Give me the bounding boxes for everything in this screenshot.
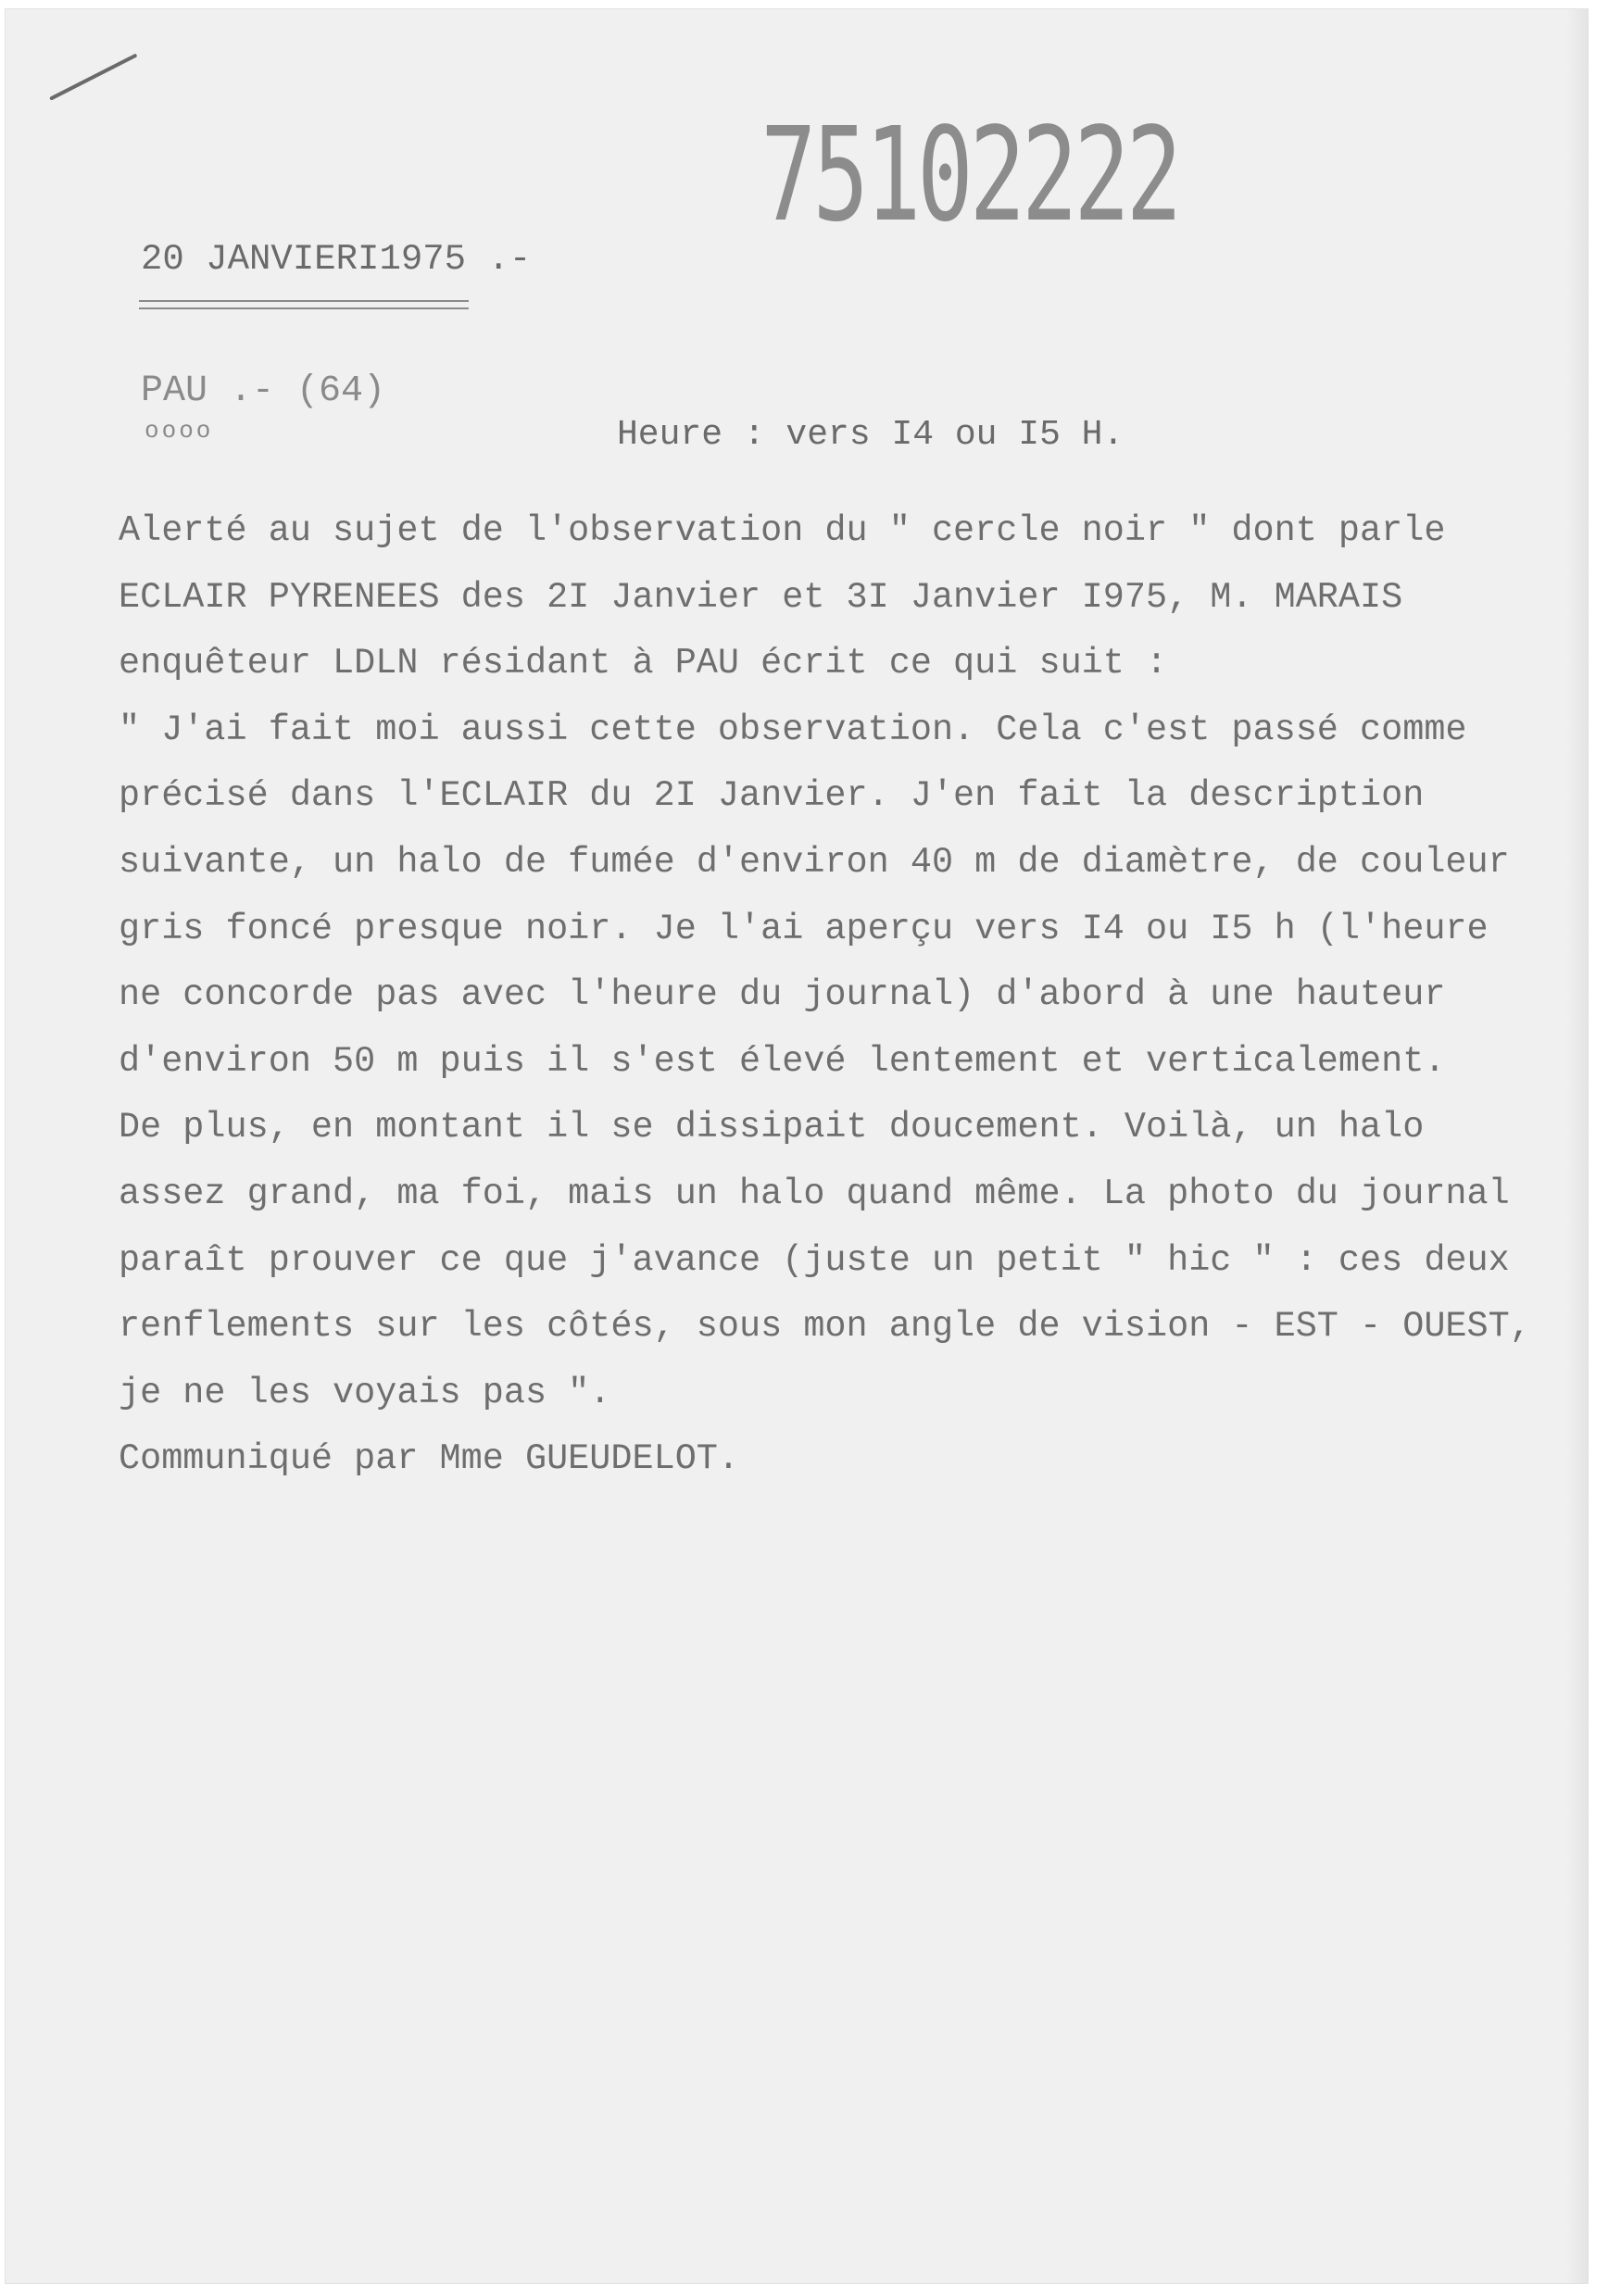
reference-number: 75102222: [760, 100, 1178, 251]
body-line: je ne les voyais pas ".: [119, 1372, 611, 1413]
body-line: ne concorde pas avec l'heure du journal) d'abord à une hauteur: [119, 974, 1446, 1016]
body-line: renflements sur les côtés, sous mon angle de vision - EST - OUEST,: [119, 1306, 1531, 1348]
body-line: paraît prouver ce que j'avance (juste un petit " hic " : ces deux: [119, 1239, 1510, 1281]
body-line: De plus, en montant il se dissipait doucement. Voilà, un halo: [119, 1107, 1425, 1148]
body-line: d'environ 50 m puis il s'est élevé lentement et verticalement.: [119, 1040, 1446, 1082]
date-underline: [139, 300, 469, 309]
date-line: 20 JANVIERI1975 .-: [141, 239, 532, 280]
time-line: Heure : vers I4 ou I5 H.: [617, 415, 1125, 455]
body-line: Alerté au sujet de l'observation du " cercle noir " dont parle: [119, 510, 1446, 551]
body-line: précisé dans l'ECLAIR du 2I Janvier. J'en fait la description: [119, 775, 1425, 817]
signature-line: Communiqué par Mme GUEUDELOT.: [119, 1438, 740, 1480]
body-line: ECLAIR PYRENEES des 2I Janvier et 3I Janvier I975, M. MARAIS: [119, 576, 1403, 618]
page-edge-shadow: [1565, 9, 1588, 2283]
body-line: suivante, un halo de fumée d'environ 40 m de diamètre, de couleur: [119, 841, 1510, 883]
pen-stroke-mark: [49, 54, 137, 101]
body-line: assez grand, ma foi, mais un halo quand même. La photo du journal: [119, 1173, 1510, 1214]
body-line: gris foncé presque noir. Je l'ai aperçu vers I4 ou I5 h (l'heure: [119, 908, 1489, 949]
body-line: " J'ai fait moi aussi cette observation. Cela c'est passé comme: [119, 709, 1467, 750]
place-marker: oooo: [145, 417, 214, 445]
body-line: enquêteur LDLN résidant à PAU écrit ce qui suit :: [119, 643, 1168, 684]
document-page: [6, 9, 1588, 2283]
place-line: PAU .- (64): [141, 370, 386, 412]
report-body: [119, 498, 1564, 1493]
